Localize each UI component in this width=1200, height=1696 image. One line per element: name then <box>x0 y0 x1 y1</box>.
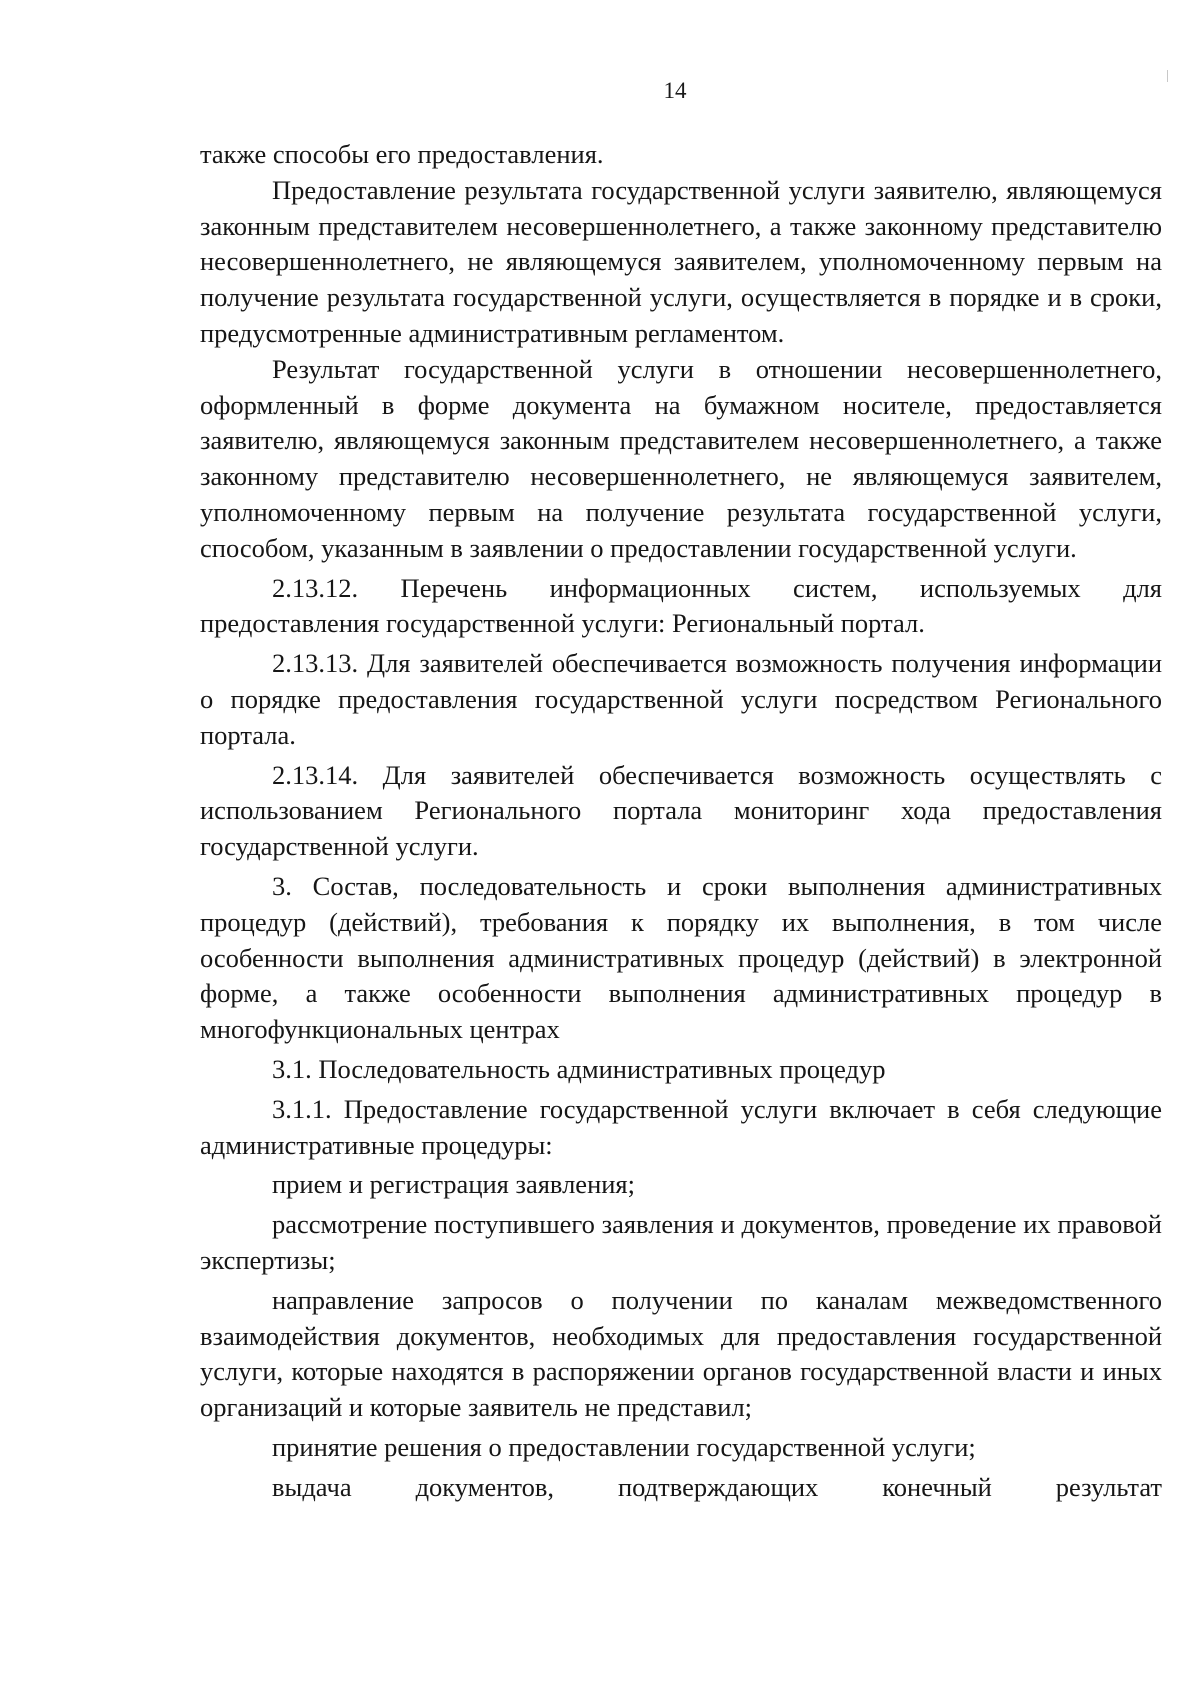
paragraph-2-13-12: 2.13.12. Перечень информационных систем, используемых для предоставления государственной услуги: Региональный портал. <box>200 572 1162 639</box>
paragraph-2-13-14: 2.13.14. Для заявителей обеспечивается возможность осуществлять с использованием Регионального портала мониторинг хода предоставления государственной услуги. <box>200 759 1162 862</box>
list-item-procedure-1: прием и регистрация заявления; <box>272 1169 635 1200</box>
paragraph-2-13-13: 2.13.13. Для заявителей обеспечивается возможность получения информации о порядке предоставления государственной услуги посредством Регионального портала. <box>200 648 1162 750</box>
list-item-procedure-3: направление запросов о получении по каналам межведомственного взаимодействия документов, необходимых для предоставления государственной услуги, которые находятся в распоряжении органов государственной власти и иных организаций и которые заявитель не представил; <box>200 1284 1162 1423</box>
document-body <box>200 137 1162 1505</box>
list-item-procedure-4: принятие решения о предоставлении государственной услуги; <box>272 1431 976 1462</box>
list-item-procedure-2: рассмотрение поступившего заявления и документов, проведение их правовой экспертизы; <box>200 1209 1162 1275</box>
paragraph-result-paper: Результат государственной услуги в отношении несовершеннолетнего, оформленный в форме документа на бумажном носителе, предоставляется заявителю, являющемуся законным представителем несовершеннолетнего, а также законному представителю несовершеннолетнего, не являющемуся заявителем, уполномоченному первым на получение результата государственной услуги, способом, указанным в заявлении о предоставлении государственной услуги. <box>200 353 1162 563</box>
page-number: 14 <box>663 78 687 103</box>
paragraph-continuation: также способы его предоставления. <box>200 139 604 169</box>
paragraph-result-delivery: Предоставление результата государственной услуги заявителю, являющемуся законным представителем несовершеннолетнего, а также законному представителю несовершеннолетнего, не являющемуся заявителем, уполномоченному первым на получение результата государственной услуги, осуществляется в порядке и в сроки, предусмотренные административным регламентом. <box>200 174 1162 348</box>
section-3-1-heading: 3.1. Последовательность административных процедур <box>272 1053 886 1084</box>
paragraph-3-1-1: 3.1.1. Предоставление государственной услуги включает в себя следующие административные процедуры: <box>200 1093 1162 1160</box>
list-item-procedure-5: выдача документов, подтверждающих конечный результат <box>272 1471 1162 1502</box>
section-3-heading: 3. Состав, последовательность и сроки выполнения административных процедур (действий), требования к порядку их выполнения, в том числе особенности выполнения административных процедур (действий) в электронной форме, а также особенности выполнения административных процедур в многофункциональных центрах <box>200 870 1162 1045</box>
